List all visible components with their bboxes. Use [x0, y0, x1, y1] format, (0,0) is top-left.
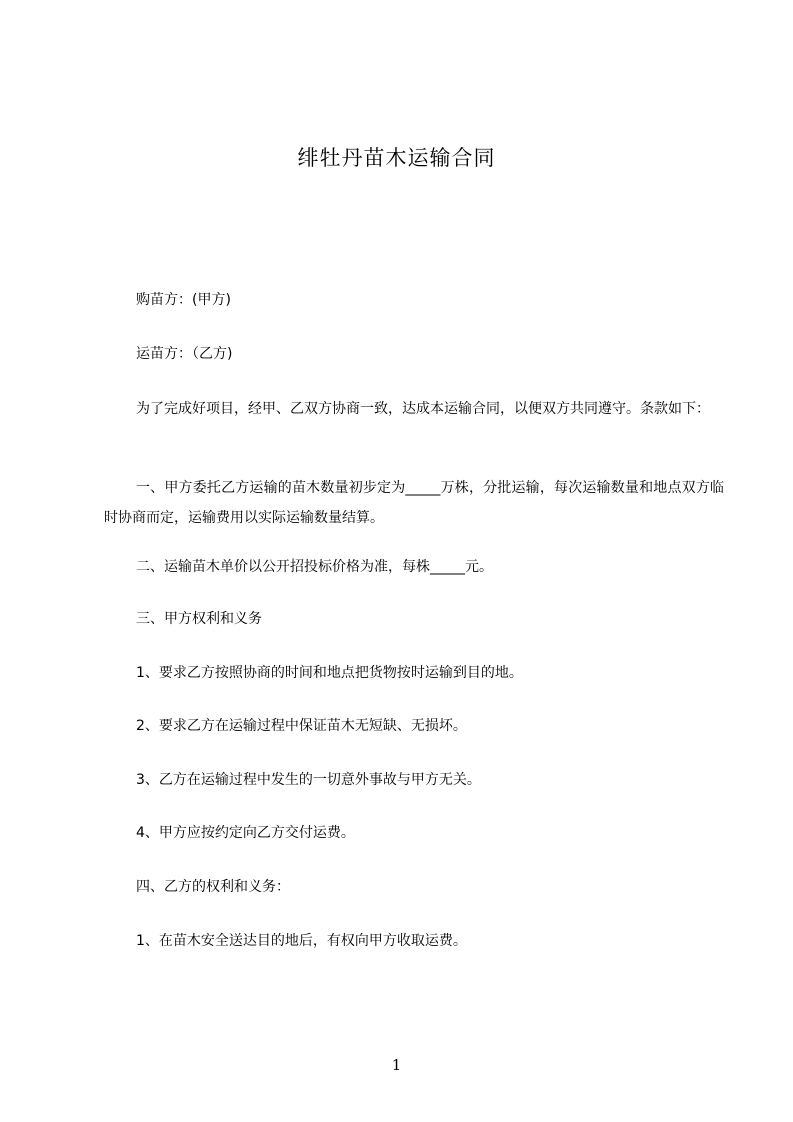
clause-4-heading: 四、乙方的权利和义务： [136, 879, 290, 895]
page-number: 1 [391, 1056, 402, 1074]
document-title: 绯牡丹苗木运输合同 [297, 146, 496, 170]
clause-3-item: 4、甲方应按约定向乙方交付运费。 [136, 825, 355, 841]
clause-3-item: 1、要求乙方按照协商的时间和地点把货物按时运输到目的地。 [136, 665, 523, 681]
clause-3-item: 2、要求乙方在运输过程中保证苗木无短缺、无损坏。 [136, 718, 467, 734]
clause-4-item: 1、在苗木安全送达目的地后，有权向甲方收取运费。 [136, 933, 467, 949]
preamble-paragraph: 为了完成好项目，经甲、乙双方协商一致，达成本运输合同，以便双方共同遵守。条款如下： [136, 401, 710, 417]
carrier-line: 运苗方：（乙方) [136, 346, 233, 362]
clause-3-heading: 三、甲方权利和义务 [136, 611, 262, 627]
clause-3-item: 3、乙方在运输过程中发生的一切意外事故与甲方无关。 [136, 772, 481, 788]
buyer-line: 购苗方：(甲方) [136, 292, 231, 308]
clause-2-paragraph: 二、运输苗木单价以公开招投标价格为准，每株_____元。 [136, 559, 493, 575]
clause-1-paragraph: 一、甲方委托乙方运输的苗木数量初步定为_____万株，分批运输，每次运输数量和地点双方临时协商而定，运输费用以实际运输数量结算。 [104, 480, 724, 526]
